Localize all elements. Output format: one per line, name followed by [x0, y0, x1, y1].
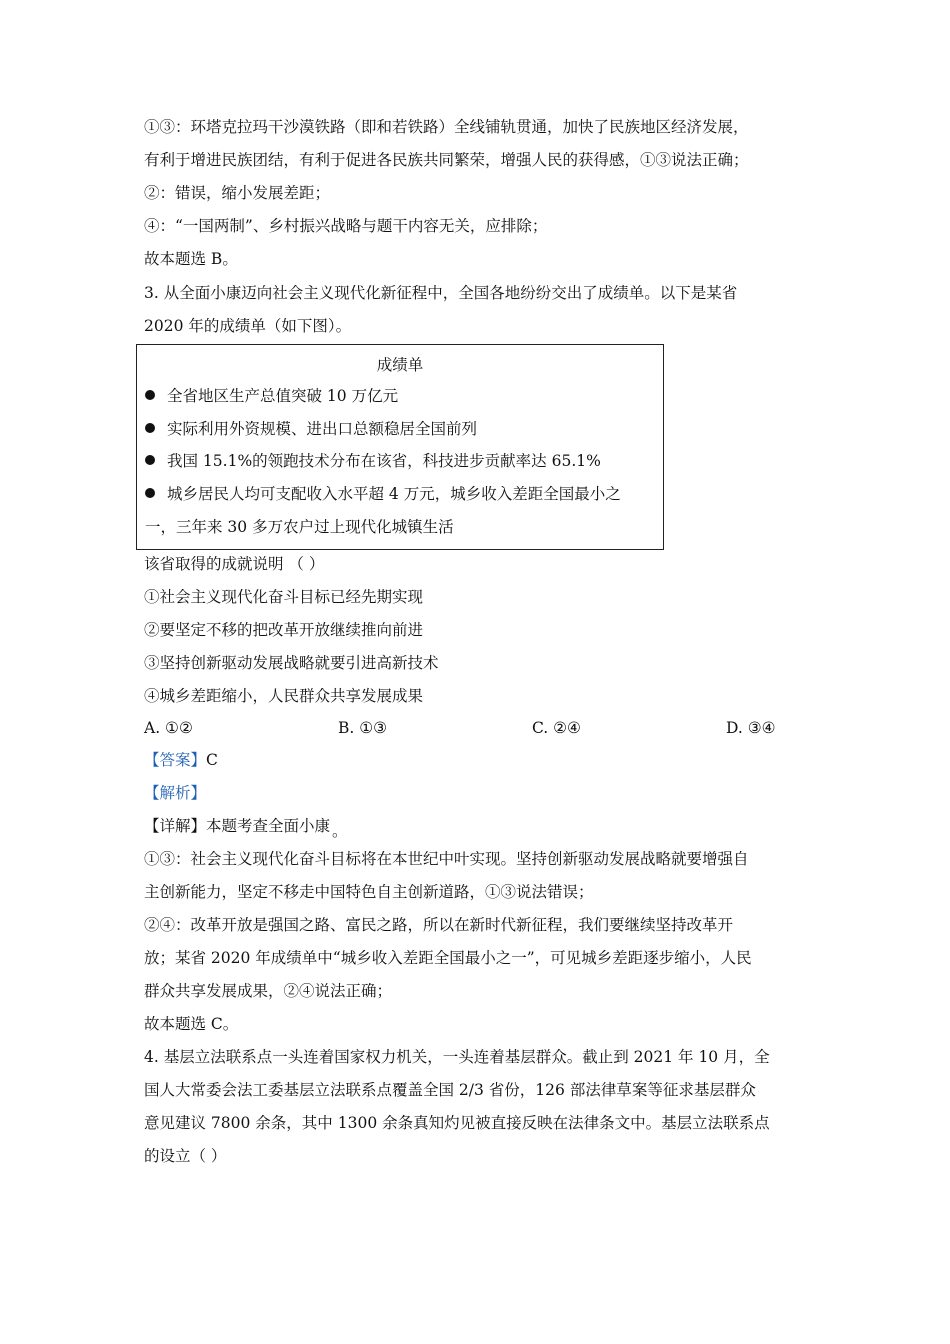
analysis-tag: 【解析】 — [144, 784, 207, 802]
question-stem: 4. 基层立法联系点一头连着国家权力机关，一头连着基层群众。截止到 2021 年 10 月，全 — [144, 1048, 770, 1066]
bullet-icon — [145, 390, 155, 400]
question-stem: 的设立（ ） — [144, 1147, 227, 1165]
bullet-icon — [145, 423, 155, 433]
answer-options — [144, 718, 804, 738]
detail-line — [144, 816, 348, 840]
text-line: 有利于增进民族团结，有利于促进各民族共同繁荣，增强人民的获得感，①③说法正确； — [144, 151, 749, 169]
explanation-line: 故本题选 C。 — [144, 1015, 239, 1033]
answer-value: C — [206, 751, 218, 769]
option-b: B. ①③ — [338, 719, 388, 737]
explanation-line: ①③：社会主义现代化奋斗目标将在本世纪中叶实现。坚持创新驱动发展战略就要增强自 — [144, 850, 749, 868]
question-stem: 意见建议 7800 余条，其中 1300 余条真知灼见被直接反映在法律条文中。基层立法联系点 — [144, 1114, 770, 1132]
text-line: ④：“一国两制”、乡村振兴战略与题干内容无关，应排除； — [144, 217, 548, 235]
bullet-icon — [145, 488, 155, 498]
text-line: ①③：环塔克拉玛干沙漠铁路（即和若铁路）全线铺轨贯通，加快了民族地区经济发展， — [144, 118, 749, 136]
bullet-icon — [145, 455, 155, 465]
detail-dot: 。 — [332, 822, 348, 840]
report-card-item-text: 城乡居民人均可支配收入水平超 4 万元，城乡收入差距全国最小之 — [167, 485, 621, 503]
statement: ①社会主义现代化奋斗目标已经先期实现 — [144, 588, 424, 606]
option-a: A. ①② — [144, 719, 193, 737]
statement: ④城乡差距缩小，人民群众共享发展成果 — [144, 687, 424, 705]
report-card-item-text: 实际利用外资规模、进出口总额稳居全国前列 — [167, 420, 478, 438]
report-card-item-text: 全省地区生产总值突破 10 万亿元 — [167, 387, 399, 405]
question-stem: 国人大常委会法工委基层立法联系点覆盖全国 2/3 省份，126 部法律草案等征求基层群众 — [144, 1081, 756, 1099]
question-stem: 3. 从全面小康迈向社会主义现代化新征程中，全国各地纷纷交出了成绩单。以下是某省 — [144, 284, 738, 302]
report-card-box — [136, 344, 664, 550]
explanation-line: 放；某省 2020 年成绩单中“城乡收入差距全国最小之一”，可见城乡差距逐步缩小，人民 — [144, 949, 752, 967]
statement: ②要坚定不移的把改革开放继续推向前进 — [144, 621, 424, 639]
explanation-line: 群众共享发展成果，②④说法正确； — [144, 982, 393, 1000]
detail-text: 【详解】本题考查全面小康 — [144, 817, 331, 835]
answer-tag: 【答案】 — [144, 751, 207, 769]
text-line: 故本题选 B。 — [144, 250, 238, 268]
question-prompt: 该省取得的成就说明 （ ） — [144, 555, 325, 573]
text-line: ②：错误，缩小发展差距； — [144, 184, 331, 202]
report-card-item-continuation: 一，三年来 30 多万农户过上现代化城镇生活 — [145, 518, 454, 536]
report-card-item-text: 我国 15.1%的领跑技术分布在该省，科技进步贡献率达 65.1% — [167, 452, 601, 470]
question-stem: 2020 年的成绩单（如下图）。 — [144, 317, 352, 335]
option-d: D. ③④ — [726, 719, 776, 737]
report-card-item — [145, 484, 621, 504]
report-card-title: 成绩单 — [376, 356, 424, 374]
analysis-line — [144, 783, 206, 803]
report-card-item — [145, 419, 477, 439]
explanation-line: ②④：改革开放是强国之路、富民之路，所以在新时代新征程，我们要继续坚持改革开 — [144, 916, 734, 934]
option-c: C. ②④ — [532, 719, 581, 737]
report-card-item — [145, 386, 398, 406]
answer-line — [144, 750, 218, 770]
explanation-line: 主创新能力，坚定不移走中国特色自主创新道路，①③说法错误； — [144, 883, 594, 901]
statement: ③坚持创新驱动发展战略就要引进高新技术 — [144, 654, 439, 672]
report-card-item — [145, 451, 601, 471]
